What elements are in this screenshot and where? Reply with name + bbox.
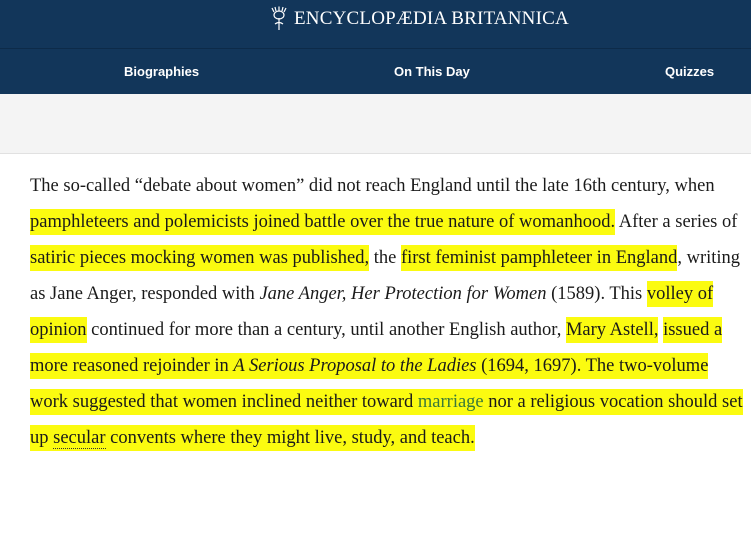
highlight: volley of opinion [30,281,713,343]
highlight: first feminist pamphleteer in England [401,245,677,271]
logo-text: ENCYCLOPÆDIA BRITANNICA [294,8,569,29]
ad-banner-area [0,94,751,154]
nav-on-this-day[interactable]: On This Day [394,64,470,79]
highlight: pamphleteers and polemicists joined battle over the true nature of womanhood. [30,209,615,235]
thistle-icon [268,6,290,32]
text-segment: (1589). This [546,284,647,304]
text-segment: nor a religious vocation should set up [30,392,743,448]
text-segment: The so-called “debate about women” did not reach England until the late 16th century, when [30,176,715,196]
nav-biographies[interactable]: Biographies [124,64,200,79]
text-segment: convents where they might live, study, and teach. [105,428,475,448]
text-segment: (1694, 1697). The two-volume work suggested that women inclined neither toward [30,356,709,412]
link-secular[interactable]: secular [53,428,106,448]
highlight: Mary Astell, [566,317,659,343]
highlight: satiric pieces mocking women was published, [30,245,369,271]
nav-quizzes[interactable]: Quizzes [665,64,715,79]
work-title: A Serious Proposal to the Ladies [233,356,477,376]
text-segment: the [369,248,401,268]
text-segment: After a series of [615,212,738,232]
article-paragraph [30,168,745,456]
britannica-logo[interactable] [268,6,569,32]
work-title: Jane Anger, Her Protection for Women [259,284,547,304]
main-nav [0,48,751,95]
top-header [0,0,751,48]
text-segment: continued for more than a century, until another English author, [86,320,566,340]
text-segment: , writing as Jane Anger, responded with [30,248,741,304]
link-marriage[interactable]: marriage [417,392,484,412]
text-segment: issued a more reasoned rejoinder in [30,320,723,376]
